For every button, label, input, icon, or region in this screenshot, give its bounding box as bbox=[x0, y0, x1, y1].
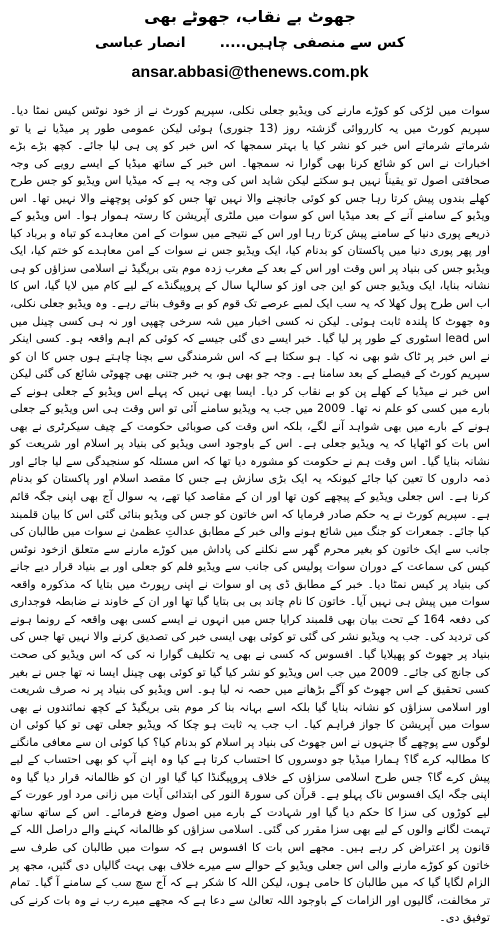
author-email: ansar.abbasi@thenews.com.pk bbox=[131, 64, 369, 81]
author-byline: انصار عباسی bbox=[95, 35, 186, 51]
headline: جھوٹ بے نقاب، جھوٹے بھی bbox=[144, 7, 356, 26]
subheading: کس سے منصفی چاہیں..... bbox=[219, 35, 405, 51]
article-body-text: سوات میں لڑکی کو کوڑے مارنے کی ویڈیو جعلی نکلی، سپریم کورٹ نے از خود نوٹس کیس نمٹا دیا۔ سپریم کورٹ میں یہ کارروائی گزشتہ روز (13 جنوری) ہوئی لیکن عمومی طور پر میڈیا نے یا تو شرماتے شرماتے اس خبر کو نشر کیا یا بہتر سمجھا کہ اس خبر کو پی ہی لیا جائے۔ کچھ بڑے بڑے اخبارات نے اس کو شائع کرنا بھی گوارا نہ سمجھا۔ اس خبر کے ساتھ میڈیا کے ایسے رویے کی وجہ صحافتی اصول تو یقیناً نہیں ہو سکتے لیکن شاید اس کی وجہ یہ ہے کہ میڈیا اس ویڈیو کو جس طرح کھلے بندوں پیش کرتا رہا جس کو کوئی جانچنے والا نہیں تھا جس کو کوئی پوچھنے والا نہیں تھا۔ اس ویڈیو کے سامنے آنے کے بعد میڈیا اس کو سوات میں ملٹری آپریشن کا رستہ ہموار ہوا۔ اس ویڈیو کے ذریعے پوری دنیا کے سامنے پیش کرتا رہا اور اس کے نتیجے میں سوات کے امن معاہدے کو تباہ و برباد کیا اور پھر پوری دنیا میں پاکستان کو بدنام کیا، ایک ویڈیو جس نے سوات کے امن معاہدے کو ختم کیا، ایک ویڈیو جس کی بنیاد پر اس وقت اور اس کے بعد کے مغرب زدہ موم بتی بریگیڈ نے اسلامی سزاؤں کو ہی نشانہ بنایا، ایک ویڈیو جس کو این جی اوز کو سالہا سال کے پروپیگنڈے کے لیے کام میں لایا گیا، اس کا اب اس طرح پول کھلا کہ یہ سب ایک لمبے عرصے تک قوم کو بے وقوف بناتے رہے۔ وہ ویڈیو جعلی نکلی، وہ جھوٹ کا پلندہ ثابت ہوئی۔ لیکن نہ کسی اخبار میں شہ سرخی چھپی اور نہ ہی کسی چینل میں اس lead اسٹوری کے طور پر لیا گیا۔ خبر ایسے دی گئی جیسے کہ کوئی کم اہم واقعہ ہو۔ کسی اینکر نے اس خبر پر ٹاک شو بھی نہ کیا۔ ہو سکتا ہے کہ اس شرمندگی سے بچنا چاہتے ہوں جس کا ان کو سپریم کورٹ کے فیصلے کے بعد سامنا ہے۔ وجہ جو بھی ہو، یہ خبر جتنی بھی چھوٹی شائع کی گئی لیکن اس خبر نے میڈیا کے کھلے پن کو بے نقاب کر دیا۔ ایسا بھی نہیں کہ پہلے اس ویڈیو کے جعلی ہونے کے بارے میں کسی کو علم نہ تھا۔ 2009 میں جب یہ ویڈیو سامنے آئی تو اس وقت ہی اس ویڈیو کے جعلی ہونے کے بارے میں بھی شواہد آنے لگے، بلکہ اس وقت کی صوبائی حکومت کے چیف سیکرٹری نے بھی اس بات کو اٹھایا کہ یہ ویڈیو جعلی ہے۔ اس کے باوجود اسی ویڈیو کی بنیاد پر اسلام اور شریعت کو نشانہ بنایا گیا۔ اس وقت ہم نے حکومت کو مشورہ دیا تھا کہ اس مسئلہ کو سنجیدگی سے لیا جائے اور ذمہ داروں کا تعین کیا جائے کیونکہ یہ ایک بڑی سازش ہے جس کا مقصد اسلام اور پاکستان کو بدنام کرنا ہے۔ اس جعلی ویڈیو کے پیچھے کون تھا اور ان کے مقاصد کیا تھے، یہ سوال آج بھی اپنی جگہ قائم ہے۔ سپریم کورٹ نے یہ حکم صادر فرمایا کہ اس خاتون کو جس کی ویڈیو بنائی گئی اس کا بیان قلمبند کیا جائے۔ جمعرات کو جنگ میں شائع ہونے والی خبر کے مطابق عدالتِ عظمیٰ نے سوات میں طالبان کی جانب سے ایک خاتون کو بغیر محرم گھر سے نکلنے کی پاداش میں کوڑے مارنے سے متعلق ازخود نوٹس کیس کی سماعت کے دوران سوات پولیس کی جانب سے ویڈیو فلم کو جعلی اور بے بنیاد قرار دیے جانے کی بنیاد پر کیس نمٹا دیا۔ خبر کے مطابق ڈی پی او سوات نے اپنی رپورٹ میں بتایا کہ مذکورہ واقعہ سوات میں پیش ہی نہیں آیا۔ خاتون کا نام چاند بی بی بتایا گیا تھا اور ان کے خاوند نے ضابطہ فوجداری کی دفعہ 164 کے تحت بیان بھی قلمبند کرایا جس میں انہوں نے ایسے کسی بھی واقعہ کے رونما ہونے کی تردید کی۔ جب یہ ویڈیو نشر کی گئی تو کوئی بھی ایسی خبر کی تصدیق کرنے والا نہیں تھا جس کی بنیاد پر جھوٹ کو پھیلایا گیا۔ افسوس کہ کسی نے بھی یہ تکلیف گوارا نہ کی کہ اس ویڈیو کی صحت کی جانچ کی جائے۔ 2009 میں جب اس ویڈیو کو نشر کیا گیا تو کوئی بھی چینل ایسا نہ تھا جس نے بغیر کسی تحقیق کے اس جھوٹ کو آگے بڑھانے میں حصہ نہ لیا ہو۔ اس ویڈیو کی بنیاد پر نہ صرف شریعت اور اسلامی سزاؤں کو نشانہ بنایا گیا بلکہ اسے بہانہ بنا کر موم بتی بریگیڈ کے کچھ نمائندوں نے بھی سوات میں آپریشن کا جواز فراہم کیا۔ اب جب یہ ثابت ہو چکا کہ ویڈیو جعلی تھی تو کیا کوئی ان لوگوں سے پوچھے گا جنہوں نے اس جھوٹ کی بنیاد پر اسلام کو بدنام کیا؟ کیا کوئی ان سے معافی مانگنے کا مطالبہ کرے گا؟ ہمارا میڈیا جو دوسروں کا احتساب کرتا ہے کیا وہ اپنے آپ کو بھی احتساب کے لیے پیش کرے گا؟ جس طرح اسلامی سزاؤں کے خلاف پروپیگنڈا کیا گیا اور ان کو ظالمانہ قرار دیا گیا وہ اپنی جگہ ایک افسوس ناک پہلو ہے۔ قرآن کی سورۃ النور کی ابتدائی آیات میں زانی مرد اور عورت کے لیے کوڑوں کی سزا کا حکم دیا گیا اور شہادت کے بارے میں اصول وضع فرمائے۔ اس کے ساتھ ساتھ تہمت لگانے والوں کے لیے بھی سزا مقرر کی گئی۔ اسلامی سزاؤں کو ظالمانہ کہنے والے دراصل اللہ کے قانون پر اعتراض کر رہے ہیں۔ مجھے اس بات کا افسوس ہے کہ سوات میں طالبان کی طرف سے خاتون کو کوڑے مارنے والی اس جعلی ویڈیو کے حوالے سے میرے خلاف بھی بہت گالیاں دی گئیں، مجھ پر الزام لگایا گیا کہ میں طالبان کا حامی ہوں، لیکن اللہ کا شکر ہے کہ آج سچ سب کے سامنے آ گیا۔ تمام تر مخالفت، گالیوں اور الزامات کے باوجود اللہ تعالیٰ سے دعا ہے کہ مجھے میرے رب نے وہ بات کرنے کی توفیق دی۔ bbox=[10, 104, 491, 925]
article-header bbox=[10, 4, 490, 100]
article-body bbox=[10, 102, 491, 925]
subheading-row bbox=[10, 32, 490, 54]
